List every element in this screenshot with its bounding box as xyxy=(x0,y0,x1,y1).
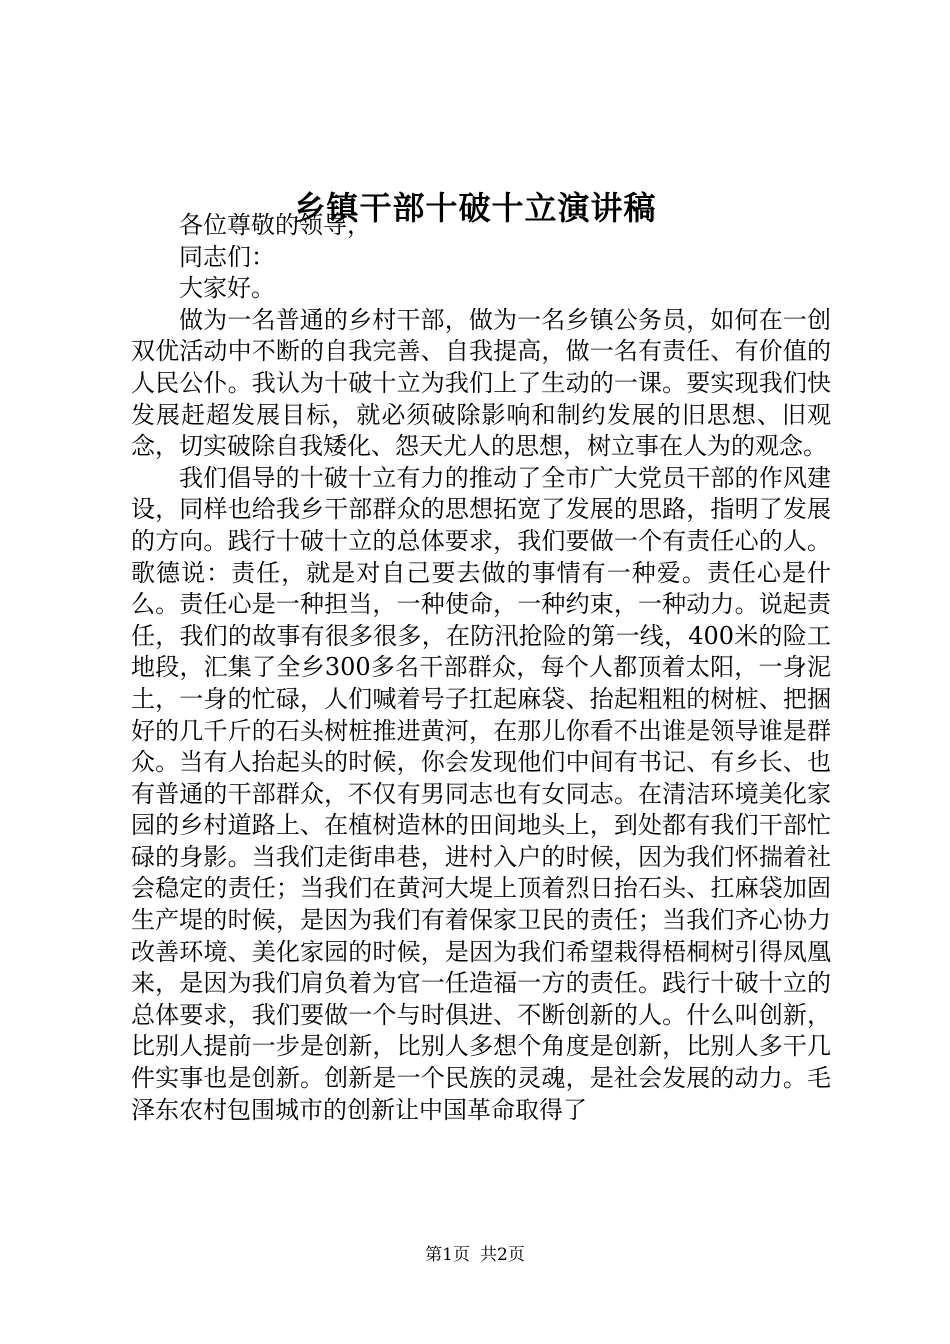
body-paragraph: 我们倡导的十破十立有力的推动了全市广大党员干部的作风建设，同样也给我乡干部群众的思想拓宽了发展的思路，指明了发展的方向。践行十破十立的总体要求，我们要做一个有责任心的人。歌德说：责任，就是对自己要去做的事情有一种爱。责任心是什么。责任心是一种担当，一种使命，一种约束，一种动力。说起责任，我们的故事有很多很多，在防汛抢险的第一线，400米的险工地段，汇集了全乡300多名干部群众，每个人都顶着太阳，一身泥土，一身的忙碌，人们喊着号子扛起麻袋、抬起粗粗的树桩、把捆好的几千斤的石头树桩推进黄河，在那儿你看不出谁是领导谁是群众。当有人抬起头的时候，你会发现他们中间有书记、有乡长、也有普通的干部群众，不仅有男同志也有女同志。在清洁环境美化家园的乡村道路上、在植树造林的田间地头上，到处都有我们干部忙碌的身影。当我们走街串巷，进村入户的时候，因为我们怀揣着社会稳定的责任；当我们在黄河大堤上顶着烈日抬石头、扛麻袋加固生产堤的时候，是因为我们有着保家卫民的责任；当我们齐心协力改善环境、美化家园的时候，是因为我们希望栽得梧桐树引得凤凰来，是因为我们肩负着为官一任造福一方的责任。践行十破十立的总体要求，我们要做一个与时俱进、不断创新的人。什么叫创新，比别人提前一步是创新，比别人多想个角度是创新，比别人多干几件实事也是创新。创新是一个民族的灵魂，是社会发展的动力。毛泽东农村包围城市的创新让中国革命取得了 xyxy=(131,463,831,1124)
document-body xyxy=(131,210,831,1126)
document-title: 乡镇干部十破十立演讲稿 xyxy=(293,189,657,227)
greeting-line: 大家好。 xyxy=(179,274,275,303)
page-number: 第1页 xyxy=(425,1245,470,1265)
page-footer xyxy=(0,1243,950,1267)
page-total: 共2页 xyxy=(480,1245,525,1265)
greeting-line: 各位尊敬的领导， xyxy=(179,211,371,239)
greeting-line: 同志们： xyxy=(179,242,275,271)
body-paragraph: 做为一名普通的乡村干部，做为一名乡镇公务员，如何在一创双优活动中不断的自我完善、自我提高，做一名有责任、有价值的人民公仆。我认为十破十立为我们上了生动的一课。要实现我们快发展赶超发展目标，就必须破除影响和制约发展的旧思想、旧观念，切实破除自我矮化、怨天尤人的思想，树立事在人为的观念。 xyxy=(131,305,831,461)
